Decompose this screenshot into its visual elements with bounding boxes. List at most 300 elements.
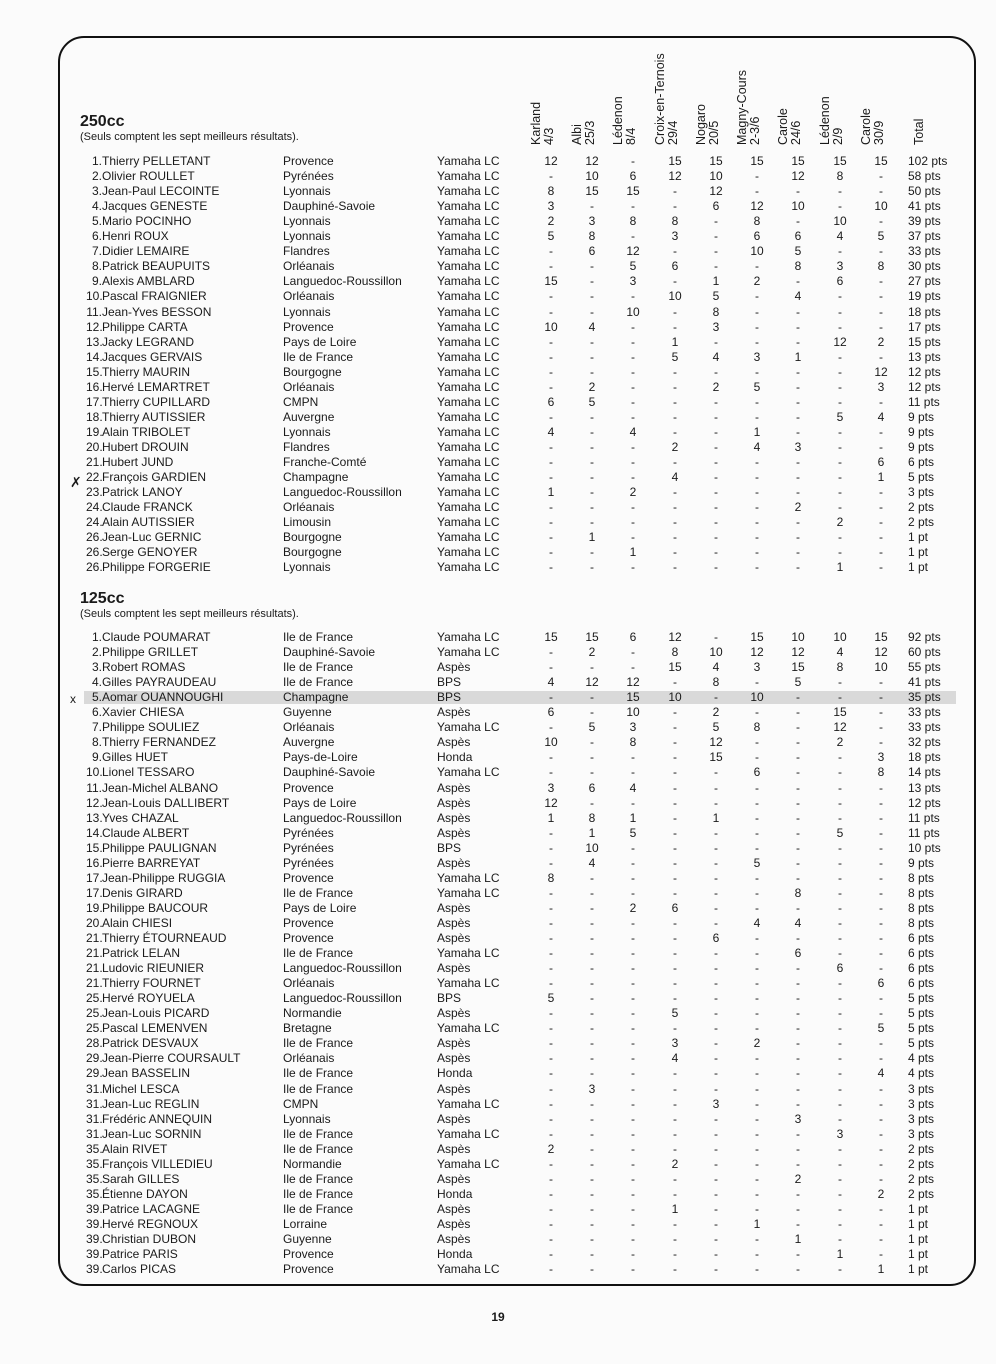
score-cell: - [879,439,883,454]
score-cell: 3 [588,214,596,229]
motorcycle: Aspès [437,1232,471,1246]
score-cell: 5 [671,349,679,364]
score-cell: 12 [626,675,640,690]
score-cell: 3 [629,274,637,289]
region: Orléanais [283,289,335,304]
score-cell: 6 [671,259,679,274]
score-cell: - [714,394,718,409]
score-cell: - [549,545,553,560]
table-row [0,214,996,229]
score-cell: - [879,1232,883,1246]
score-cell: 5 [753,855,761,870]
score-cell: - [796,409,800,424]
rider-cell [86,630,210,645]
motorcycle: Honda [437,1066,473,1081]
score-cell: 4 [547,424,555,439]
score-cell: - [838,1021,842,1036]
score-cell: 1 [547,485,555,500]
motorcycle: Yamaha LC [437,1021,500,1036]
table-row [0,305,996,320]
region: Orléanais [283,1051,335,1066]
table-row [0,485,996,500]
score-cell: - [796,334,800,349]
table-row [0,675,996,690]
rider-name: Gilles HUET [102,750,169,765]
motorcycle: Aspès [437,915,471,930]
rank: 5. [91,214,102,229]
score-cell: - [879,304,883,319]
table-row [0,705,996,720]
score-cell: 12 [750,199,764,214]
score-cell: 12 [874,364,888,379]
rider-name: Denis GIRARD [102,885,183,900]
score-cell: - [673,750,677,765]
score-cell: - [838,1051,842,1066]
score-cell: - [631,394,635,409]
region: Ile de France [283,349,354,364]
motorcycle: Aspès [437,795,471,810]
score-cell: - [714,855,718,870]
score-cell: - [714,485,718,500]
score-cell: - [714,690,718,705]
score-cell: 8 [671,214,679,229]
rank: 25. [86,1021,103,1036]
rank: 35. [86,1171,103,1186]
score-cell: - [838,1171,842,1186]
score-cell: - [838,1006,842,1021]
score-cell: - [879,1006,883,1021]
score-cell: - [755,870,759,885]
score-cell: - [755,515,759,530]
score-cell: - [879,1201,883,1216]
score-cell: - [673,184,677,199]
rider-cell [86,916,172,931]
score-cell: 6 [753,765,761,780]
score-cell: 6 [877,976,885,991]
score-cell: 12 [709,735,723,750]
score-cell: - [590,1156,594,1171]
score-cell: 4 [588,855,596,870]
rider-cell [86,841,217,856]
rider-cell [86,545,197,560]
score-cell: - [590,560,594,575]
score-cell: - [714,946,718,961]
score-cell: 5 [547,229,555,244]
rider-name: Jean-Louis DALLIBERT [102,795,230,810]
rank: 20. [86,915,103,930]
table-row [0,781,996,796]
score-cell: - [755,735,759,750]
score-cell: 15 [668,154,682,168]
score-cell: - [838,1066,842,1081]
score-cell: 15 [750,630,764,644]
rank: 11. [86,304,102,319]
motorcycle: Aspès [437,900,471,915]
score-cell: 2 [547,214,555,229]
table-row [0,1097,996,1112]
score-cell: 1 [712,274,720,289]
score-cell: - [714,214,718,229]
region: Pays-de-Loire [283,750,358,765]
rank: 7. [91,720,102,735]
table-row [0,289,996,304]
score-cell: - [879,1111,883,1126]
score-cell: - [879,1081,883,1096]
rider-name: Gilles PAYRAUDEAU [102,675,217,690]
total-points: 39 pts [908,214,941,229]
score-cell: - [796,810,800,825]
score-cell: - [714,630,718,644]
rider-cell [86,1006,209,1021]
score-cell: - [673,1186,677,1201]
score-cell: - [549,455,553,469]
score-cell: 12 [668,169,682,184]
score-cell: 6 [629,169,637,184]
rider-name: Patrick LANOY [102,485,183,500]
rider-name: Aomar OUANNOUGHI [102,690,224,705]
table-row [0,274,996,289]
score-cell: - [631,409,635,424]
score-cell: - [879,169,883,184]
rider-cell [86,1021,207,1036]
section-title: 125cc [80,590,125,607]
rider-cell [86,425,190,440]
score-cell: - [879,424,883,439]
score-cell: - [879,870,883,885]
score-cell: - [879,946,883,961]
score-cell: - [673,1232,677,1246]
score-cell: - [549,825,553,840]
rider-cell [86,1202,200,1217]
rank: 18. [86,409,103,424]
rider-cell [86,796,229,811]
rider-cell [86,154,210,169]
score-cell: - [755,1126,759,1141]
score-cell: - [796,1262,800,1277]
score-cell: - [631,976,635,991]
rider-name: Thierry MAURIN [102,364,191,379]
total-points: 8 pts [908,915,935,930]
score-cell: - [549,1051,553,1066]
score-cell: - [755,560,759,575]
rank: 29. [86,1066,103,1081]
score-cell: - [631,500,635,515]
score-cell: - [838,795,842,810]
region: Flandres [283,244,330,259]
score-cell: - [796,840,800,855]
section-250cc-heading [80,113,299,143]
score-cell: - [673,1171,677,1186]
rank: 15. [86,840,103,855]
total-points: 2 pts [908,1141,935,1156]
score-cell: 15 [791,154,805,168]
score-cell: - [549,349,553,364]
rider-name: Jacky LEGRAND [102,334,195,349]
table-row [0,470,996,485]
score-cell: - [879,545,883,560]
table-row [0,871,996,886]
rider-cell [86,720,199,735]
score-cell: - [590,545,594,560]
total-points: 18 pts [908,304,941,319]
score-cell: 6 [836,274,844,289]
rider-cell [86,826,189,841]
score-cell: - [796,1006,800,1021]
rider-name: Alain CHIESI [102,915,173,930]
score-cell: 6 [836,961,844,976]
score-cell: 10 [668,690,682,705]
score-cell: 3 [671,1036,679,1051]
score-cell: - [549,500,553,515]
score-cell: - [838,900,842,915]
region: Flandres [283,439,330,454]
total-points: 6 pts [908,946,935,961]
score-cell: - [673,1262,677,1277]
total-points: 1 pt [908,530,929,545]
score-cell: 2 [712,379,720,394]
rider-name: François VILLEDIEU [102,1156,213,1171]
score-cell: - [714,1126,718,1141]
score-cell: - [673,795,677,810]
score-cell: 15 [833,154,847,168]
score-cell: - [631,560,635,575]
rank: 17. [86,394,103,409]
table-row [0,365,996,380]
region: Pyrénées [283,840,334,855]
score-cell: - [631,349,635,364]
rider-name: Jean-Philippe RUGGIA [102,870,226,885]
score-cell: 12 [874,645,888,660]
score-cell: - [549,900,553,915]
score-cell: 5 [629,825,637,840]
score-cell: - [631,1096,635,1111]
score-cell: - [755,409,759,424]
score-cell: - [879,1247,883,1262]
score-cell: - [796,1126,800,1141]
score-cell: - [714,515,718,530]
pen-check-mark: x [70,692,76,706]
motorcycle: Yamaha LC [437,364,500,379]
score-cell: - [714,470,718,485]
score-cell: 8 [877,765,885,780]
score-cell: - [714,1021,718,1036]
score-cell: - [673,394,677,409]
score-cell: - [631,439,635,454]
rider-cell [86,781,218,796]
score-cell: - [673,1141,677,1156]
score-cell: - [549,169,553,184]
rank: 26. [86,560,103,575]
table-row [0,856,996,871]
table-row [0,545,996,560]
score-cell: 5 [588,394,596,409]
score-cell: - [879,1156,883,1171]
table-row [0,1051,996,1066]
region: Orléanais [283,259,335,274]
score-cell: - [714,991,718,1006]
table-row [0,395,996,410]
score-cell: 8 [794,259,802,274]
score-cell: 4 [753,915,761,930]
rank: 21. [86,455,103,469]
score-cell: 12 [833,720,847,735]
total-points: 1 pt [908,1232,929,1246]
score-cell: - [879,855,883,870]
score-cell: 10 [585,169,599,184]
score-cell: - [796,1096,800,1111]
motorcycle: Yamaha LC [437,409,500,424]
score-cell: 6 [877,455,885,469]
rider-cell [86,470,206,485]
score-cell: - [549,244,553,259]
score-cell: - [838,1262,842,1277]
score-cell: - [714,545,718,560]
score-cell: 3 [836,1126,844,1141]
rank: 26. [86,530,103,545]
table-row [0,410,996,425]
score-cell: 8 [547,184,555,199]
score-cell: 10 [709,645,723,660]
total-points: 3 pts [908,1111,935,1126]
total-points: 2 pts [908,1156,935,1171]
total-points: 1 pt [908,560,929,575]
score-cell: - [796,530,800,545]
score-cell: - [631,229,635,244]
total-points: 2 pts [908,1171,935,1186]
motorcycle: Aspès [437,1051,471,1066]
rider-name: Hervé REGNOUX [102,1216,199,1231]
score-cell: - [838,840,842,855]
rank: 31. [86,1096,103,1111]
round-header-label: Karland 4/3 [529,101,556,145]
score-cell: - [549,690,553,705]
rank: 22. [86,470,103,485]
region: Bretagne [283,1021,332,1036]
score-cell: - [755,485,759,500]
round-header-label: Carole 30/9 [859,108,886,145]
table-row [0,645,996,660]
region: Lyonnais [283,560,331,575]
region: Lyonnais [283,214,331,229]
score-cell: 12 [791,169,805,184]
rank: 35. [86,1186,103,1201]
total-points: 2 pts [908,1186,935,1201]
rider-cell [86,931,226,946]
region: Bourgogne [283,545,342,560]
score-cell: - [838,1216,842,1231]
score-cell: - [549,1201,553,1216]
rider-cell [86,811,179,826]
table-row [0,350,996,365]
score-cell: - [673,1111,677,1126]
score-cell: 4 [629,780,637,795]
region: Pays de Loire [283,900,357,915]
score-cell: - [755,675,759,690]
score-cell: - [590,409,594,424]
score-cell: - [631,961,635,976]
total-points: 5 pts [908,1006,935,1021]
rank: 23. [86,485,103,500]
score-cell: - [590,199,594,214]
rider-name: Michel LESCA [102,1081,180,1096]
region: Languedoc-Roussillon [283,961,402,976]
rider-name: Robert ROMAS [102,660,186,675]
total-points: 1 pt [908,1201,929,1216]
rider-name: Jean-Pierre COURSAULT [102,1051,241,1066]
score-cell: - [879,795,883,810]
score-cell: - [879,840,883,855]
score-cell: - [714,1232,718,1246]
score-cell: 5 [794,675,802,690]
score-cell: - [673,765,677,780]
total-points: 27 pts [908,274,941,289]
rider-name: Jean-Louis PICARD [102,1006,210,1021]
rider-cell [86,365,190,380]
score-cell: - [631,765,635,780]
score-cell: - [796,780,800,795]
region: Lyonnais [283,304,331,319]
score-cell: - [879,349,883,364]
score-cell: 2 [836,515,844,530]
score-cell: - [838,1156,842,1171]
rider-name: Étienne DAYON [102,1186,188,1201]
rank: 3. [91,184,102,199]
table-row [0,1082,996,1097]
score-cell: - [838,765,842,780]
table-row [0,660,996,675]
score-cell: - [714,870,718,885]
score-cell: - [673,455,677,469]
score-cell: - [796,705,800,720]
score-cell: - [879,485,883,500]
rider-cell [86,1036,198,1051]
score-cell: - [673,961,677,976]
score-cell: 3 [753,349,761,364]
score-cell: - [590,795,594,810]
score-cell: 2 [877,334,885,349]
score-cell: - [755,885,759,900]
score-cell: - [549,289,553,304]
rank: 21. [86,976,103,991]
score-cell: - [755,289,759,304]
table-row [0,425,996,440]
rider-cell [86,1262,176,1277]
score-cell: - [838,545,842,560]
rider-cell [86,380,210,395]
score-cell: - [879,274,883,289]
score-cell: - [796,991,800,1006]
score-cell: - [838,885,842,900]
score-cell: - [879,1051,883,1066]
score-cell: - [631,1216,635,1231]
rider-cell [86,660,185,675]
score-cell: - [838,1081,842,1096]
score-cell: - [549,645,553,660]
score-cell: - [631,795,635,810]
rider-cell [86,410,205,425]
score-cell: - [879,720,883,735]
score-cell: - [714,229,718,244]
total-points: 8 pts [908,870,935,885]
score-cell: 10 [874,660,888,675]
score-cell: - [879,560,883,575]
total-points: 1 pt [908,1262,929,1277]
score-cell: 2 [836,735,844,750]
score-cell: 4 [629,424,637,439]
rank: 21. [86,961,103,976]
score-cell: 6 [712,931,720,945]
table-row [0,1006,996,1021]
